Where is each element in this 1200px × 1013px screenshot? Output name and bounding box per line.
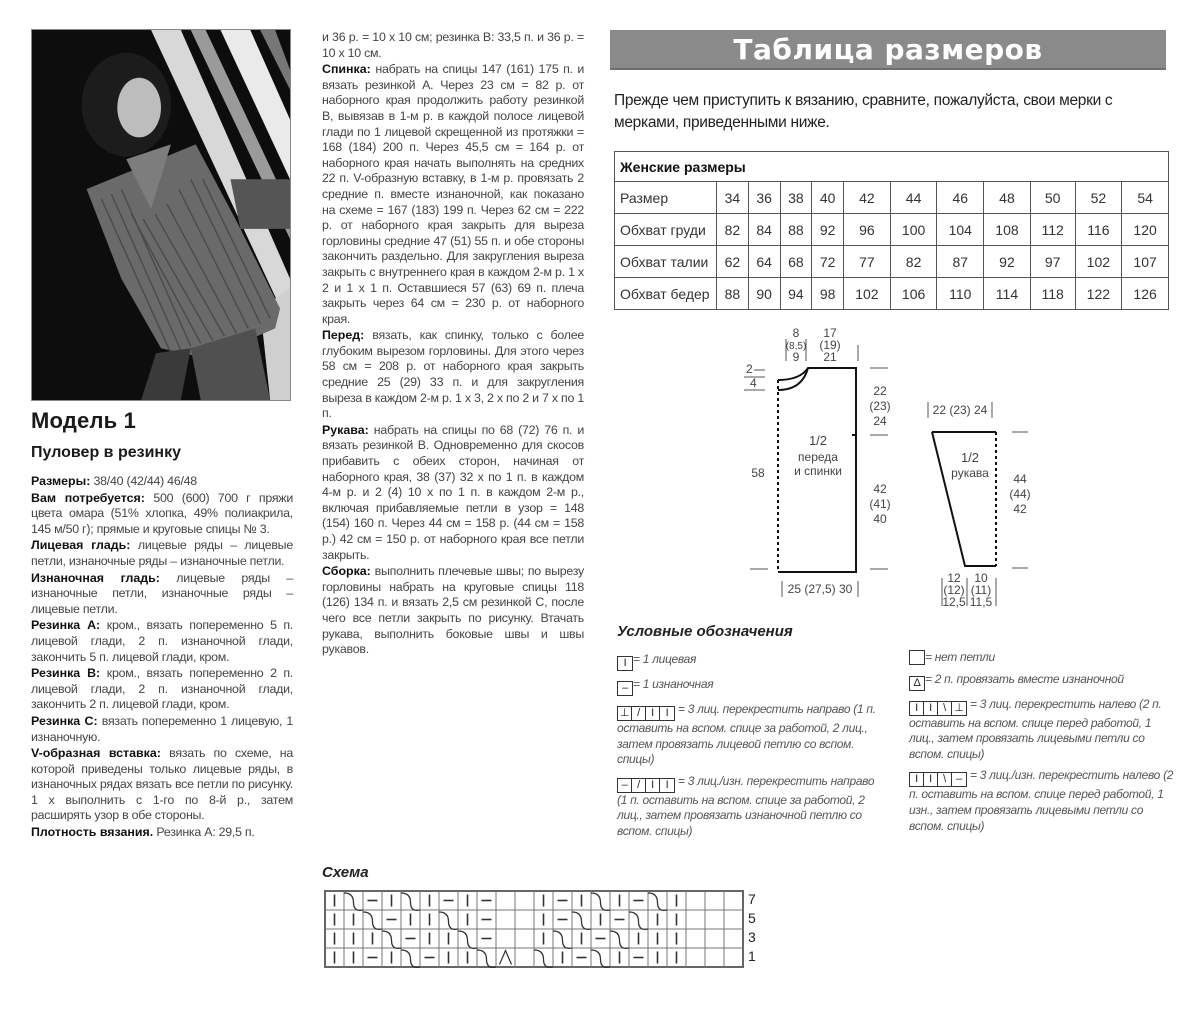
paragraph-gauge: Плотность вязания. Резинка А: 29,5 п. xyxy=(31,825,255,840)
legend-item-cross-left-knit: I I \ ⊥ = 3 лиц. перекрестить налево (2 п. оставить на вспом. спице перед работой, 1 лиц., затем провязать лицевыми петли со вспом. спицы) xyxy=(909,696,1162,761)
svg-text:переда: переда xyxy=(798,450,838,464)
cross-right-knit-symbol-icon: ⊥ / I I xyxy=(617,706,675,721)
svg-text:40: 40 xyxy=(873,512,887,526)
legend-column-right xyxy=(909,650,1174,840)
size-table-banner xyxy=(610,30,1166,70)
svg-text:12: 12 xyxy=(947,571,961,585)
svg-text:58: 58 xyxy=(751,466,765,480)
svg-text:22: 22 xyxy=(873,384,887,398)
svg-text:(8,5): (8,5) xyxy=(785,341,807,352)
instructions-left-column xyxy=(31,474,293,842)
svg-text:9: 9 xyxy=(792,350,800,364)
svg-text:1/2: 1/2 xyxy=(960,450,980,465)
svg-text:21: 21 xyxy=(823,350,837,364)
legend-item-knit: I = 1 лицевая xyxy=(617,652,887,671)
scheme-title: Схема xyxy=(322,864,369,881)
svg-text:42: 42 xyxy=(1013,502,1027,516)
table-row-size: Размер 34 36 38 40 42 44 46 48 50 52 54 xyxy=(615,182,1169,214)
legend-item-no-stitch: = нет петли xyxy=(909,650,1174,666)
svg-text:2: 2 xyxy=(746,362,753,376)
cross-left-knit-symbol-icon: I I \ ⊥ xyxy=(909,701,967,716)
paragraph-sizes: Размеры: 38/40 (42/44) 46/48 xyxy=(31,474,197,488)
svg-text:4: 4 xyxy=(750,376,757,390)
legend-item-cross-right-purl: – / I I = 3 лиц./изн. перекрестить направо (1 п. оставить на вспом. спице за работой, 2 лиц., затем провязать изнаночной петлю со вспом. спицы) xyxy=(617,773,875,838)
model-title: Модель 1 xyxy=(31,408,137,433)
svg-text:25 (27,5) 30: 25 (27,5) 30 xyxy=(787,582,853,596)
paragraph-v-insert: V-образная вставка: вязать по схеме, на которой приведены только лицевые ряды, в изнаночных рядах вязать все петли по рисунку. 1 х выполнить с 1-го по 8-й р., затем расширять узор в обе стороны. xyxy=(31,746,293,823)
knitting-chart-grid xyxy=(324,890,744,968)
sleeve-pattern-diagram xyxy=(920,398,1040,610)
paragraph-materials: Вам потребуется: 500 (600) 700 г пряжи цвета омара (51% хлопка, 49% полиакрила, 145 м/50 г); прямые и круговые спицы № 3. xyxy=(31,490,294,536)
p2tog-symbol-icon: Δ xyxy=(909,676,925,691)
model-photo xyxy=(31,29,291,401)
svg-text:(19): (19) xyxy=(819,338,841,352)
purl-symbol-icon: – xyxy=(617,681,633,696)
knitting-chart xyxy=(324,890,744,973)
svg-text:(41): (41) xyxy=(869,497,891,511)
table-caption: Женские размеры xyxy=(615,152,1169,182)
size-table xyxy=(614,151,1169,310)
svg-text:42: 42 xyxy=(873,482,887,496)
svg-text:11,5: 11,5 xyxy=(969,595,993,609)
row-number-1: 1 xyxy=(748,948,756,964)
svg-text:10: 10 xyxy=(974,571,988,585)
legend-title: Условные обозначения xyxy=(617,623,793,640)
row-number-3: 3 xyxy=(748,929,756,945)
paragraph-stockinette: Лицевая гладь: лицевые ряды – лицевые петли, изнаночные ряды – изнаночные петли. xyxy=(31,538,293,568)
table-row-bust: Обхват груди 82 84 88 92 96 100 104 108 112 116 120 xyxy=(615,214,1169,246)
paragraph-rib-b: Резинка В: кром., вязать попеременно 2 п. лицевой глади, 2 п. изнаночной глади, закончить 2 п. лицевой глади, кром. xyxy=(31,666,293,712)
paragraph-rib-a: Резинка А: кром., вязать попеременно 5 п. лицевой глади, 2 п. изнаночной глади, закончить 5 п. лицевой глади, кром. xyxy=(31,618,293,664)
paragraph-sleeves: Рукава: набрать на спицы по 68 (72) 76 п. и вязать резинкой В. Одновременно для скосов прибавить с обеих сторон, начиная от наборного края, 38 (37) 32 х по 1 п. в каждом 4-м р. и 2 (4) 10 х по 1 п. в каждом 2-м р., включая прибавляемые петли в узор = 148 (154) 160 п. Через 44 см = 158 р. (44 см = 158 р.) 42 см = 150 р. от наборного края все петли закрыть. xyxy=(322,422,584,562)
svg-text:1/2: 1/2 xyxy=(808,433,828,448)
svg-text:(44): (44) xyxy=(1009,487,1031,501)
row-number-7: 7 xyxy=(748,891,756,907)
svg-text:(12): (12) xyxy=(943,583,965,597)
svg-text:и спинки: и спинки xyxy=(794,464,842,478)
svg-text:8: 8 xyxy=(792,326,800,340)
table-row-waist: Обхват талии 62 64 68 72 77 82 87 92 97 102 107 xyxy=(615,246,1169,278)
banner-title: Таблица размеров xyxy=(733,32,1043,66)
paragraph-front: Перед: вязать, как спинку, только с более глубоким вырезом горловины. Для этого через 58 см = 208 р. от наборного края закрыть средние 25 (29) 33 п. и для закругления выреза в каждом 2-м р. 1 х 3, 2 х по 2 и 7 х по 1 п. xyxy=(322,328,584,421)
knit-symbol-icon: I xyxy=(617,656,633,671)
cross-right-purl-symbol-icon: – / I I xyxy=(617,778,675,793)
svg-text:17: 17 xyxy=(823,326,837,340)
paragraph-rib-c: Резинка С: вязать попеременно 1 лицевую, 1 изнаночную. xyxy=(31,713,293,744)
row-number-5: 5 xyxy=(748,910,756,926)
legend-item-cross-left-purl: I I \ – = 3 лиц./изн. перекрестить налево (2 п. оставить на вспом. спице перед работой, 1 изн., затем провязать лицевыми петли со вспом. спицы) xyxy=(909,768,1174,833)
svg-text:(23): (23) xyxy=(869,399,891,413)
intro-text: Прежде чем приступить к вязанию, сравните, пожалуйста, свои мерки с мерками, приведенными ниже. xyxy=(614,92,1113,131)
legend-item-purl: – = 1 изнаночная xyxy=(617,677,887,696)
no-stitch-symbol-icon xyxy=(909,650,925,665)
legend-column-left xyxy=(617,652,887,846)
model-subtitle: Пуловер в резинку xyxy=(31,444,181,461)
svg-text:44: 44 xyxy=(1013,472,1027,486)
body-pattern-diagram xyxy=(740,325,890,605)
legend-item-p2tog: Δ = 2 п. провязать вместе изнаночной xyxy=(909,672,1174,691)
svg-text:(11): (11) xyxy=(970,583,992,597)
table-row-hips: Обхват бедер 88 90 94 98 102 106 110 114 118 122 126 xyxy=(615,278,1169,310)
svg-text:24: 24 xyxy=(873,414,887,428)
svg-text:рукава: рукава xyxy=(951,466,989,480)
paragraph-back: Спинка: набрать на спицы 147 (161) 175 п. и вязать резинкой А. Через 23 см = 82 р. от наборного края продолжить работу резинкой В, вывязав в 1-м р. в каждой полосе лицевой глади по 1 лицевой скрещенной из протяжки = 168 (184) 200 п. Через 45,5 см = 164 р. от наборного края начать выполнять на средних 22 п. V-образную вставку, в 1-м р. провязать 2 средние п. вместе изнаночной, как показано на схеме = 167 (183) 199 п. Через 62 см = 222 р. от наборного края закрыть для выреза горловины средние 47 (51) 55 п. и обе стороны закончить раздельно. Для закругления выреза закрыть с внутреннего края в каждом 2-м р. 1 х 2 и 1 х 1 п. Оставшиеся 57 (63) 69 п. плеча закрыть через 64 см = 230 р. от наборного края. xyxy=(322,62,584,326)
paragraph-reverse-stockinette: Изнаночная гладь: лицевые ряды – изнаночные петли, изнаночные ряды – лицевые петли. xyxy=(31,570,293,616)
instructions-middle-column xyxy=(322,30,584,659)
paragraph-assembly: Сборка: выполнить плечевые швы; по вырезу горловины набрать на круговые спицы 118 (126) 134 п. и вязать 2,5 см резинкой С, после чего все петли закрыть по рисунку. Втачать рукава, выполнить боковые швы и швы рукавов. xyxy=(322,564,584,657)
cross-left-purl-symbol-icon: I I \ – xyxy=(909,772,967,787)
legend-item-cross-right-knit: ⊥ / I I = 3 лиц. перекрестить направо (1 п. оставить на вспом. спице за работой, 2 лиц., затем провязать лицевой петлю со вспом. спицы) xyxy=(617,702,876,767)
svg-text:12,5: 12,5 xyxy=(942,595,966,609)
svg-text:22 (23) 24: 22 (23) 24 xyxy=(932,403,988,417)
paragraph-gauge-cont: и 36 р. = 10 х 10 см; резинка В: 33,5 п. и 36 р. = 10 х 10 см. xyxy=(322,30,584,60)
